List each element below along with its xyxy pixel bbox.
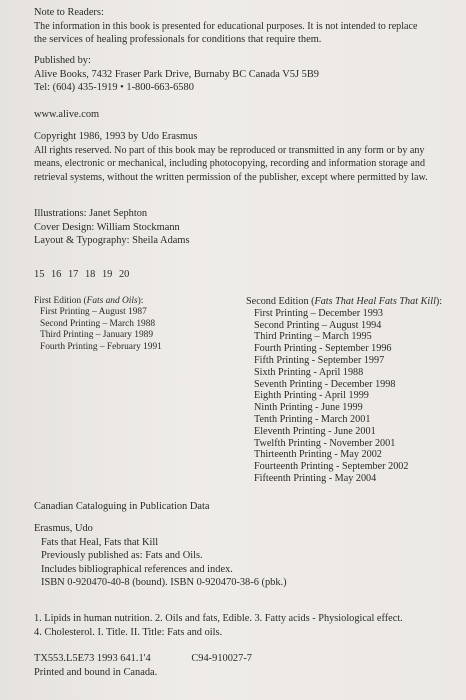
note-to-readers	[34, 6, 417, 47]
list-item: Thirteenth Printing - May 2002	[254, 449, 382, 461]
second-edition-column	[246, 296, 442, 485]
rights-line-2: means, electronic or mechanical, including photocopying, recording and information storage and	[34, 158, 426, 170]
list-item: Second Printing – August 1994	[254, 319, 382, 331]
list-item: Fifteenth Printing - May 2004	[254, 472, 377, 484]
credit-illustrations: Illustrations: Janet Sephton	[34, 208, 148, 219]
list-item: Sixth Printing - April 1988	[254, 366, 364, 378]
website: www.alive.com	[34, 109, 100, 120]
second-edition-heading: Second Edition (Fats That Heal Fats That Kill):	[246, 296, 443, 307]
list-item: Seventh Printing - December 1998	[254, 378, 396, 390]
list-item: Third Printing – March 1995	[254, 331, 372, 343]
printing-numbers: 15 16 17 18 19 20	[34, 269, 130, 280]
classification-line	[34, 652, 252, 666]
first-edition-column	[34, 296, 162, 353]
cataloguing-includes: Includes bibliographical references and index.	[41, 563, 233, 575]
cataloguing-title: Fats that Heal, Fats that Kill	[41, 536, 159, 548]
list-item: Third Printing – January 1989	[40, 330, 154, 341]
copyright-line: Copyright 1986, 1993 by Udo Erasmus	[34, 131, 198, 142]
subjects-block	[34, 612, 403, 639]
rights-line-1: All rights reserved. No part of this book may be reproduced or transmitted in any form or by any	[34, 144, 425, 156]
list-item: Fifth Printing - September 1997	[254, 354, 385, 366]
first-edition-heading: First Edition (Fats and Oils):	[34, 296, 144, 306]
list-item: Ninth Printing - June 1999	[254, 402, 363, 414]
publisher-address: Alive Books, 7432 Fraser Park Drive, Burnaby BC Canada V5J 5B9	[34, 68, 319, 80]
publisher-tel: Tel: (604) 435-1919 • 1-800-663-6580	[34, 82, 194, 94]
note-line-2: the services of healing professionals for conditions that require them.	[34, 34, 322, 46]
credits-block	[34, 207, 190, 248]
credit-layout: Layout & Typography: Sheila Adams	[34, 235, 190, 247]
classification: TX553.L5E73 1993 641.1'4	[34, 653, 151, 664]
list-item: Second Printing – March 1988	[40, 318, 156, 329]
credit-cover: Cover Design: William Stockmann	[34, 221, 180, 233]
cataloguing-prev: Previously published as: Fats and Oils.	[41, 550, 203, 562]
list-item: Tenth Printing - March 2001	[254, 413, 371, 425]
subjects-line-1: 1. Lipids in human nutrition. 2. Oils and fats, Edible. 3. Fatty acids - Physiological effect.	[34, 613, 403, 624]
cataloguing-heading: Canadian Cataloguing in Publication Data	[34, 501, 210, 512]
note-heading: Note to Readers:	[34, 7, 104, 18]
list-item: First Printing – December 1993	[254, 307, 384, 319]
copyright-block	[34, 130, 428, 184]
cataloguing-author: Erasmus, Udo	[34, 523, 93, 534]
subjects-line-2: 4. Cholesterol. I. Title. II. Title: Fats and oils.	[34, 626, 223, 638]
cataloguing-isbn: ISBN 0-920470-40-8 (bound). ISBN 0-920470-38-6 (pbk.)	[41, 577, 287, 589]
list-item: Fourteenth Printing - September 2002	[254, 461, 409, 473]
list-item: Twelfth Printing - November 2001	[254, 437, 396, 449]
list-item: First Printing – August 1987	[40, 307, 147, 318]
list-item: Eleventh Printing - June 2001	[254, 425, 376, 437]
rights-line-3: retrieval systems, without the written permission of the publisher, except where permitted by law.	[34, 171, 428, 183]
list-item: Fourth Printing – February 1991	[40, 341, 162, 352]
publisher-heading: Published by:	[34, 55, 91, 66]
printed-in: Printed and bound in Canada.	[34, 667, 158, 678]
cataloguing-block	[34, 522, 287, 590]
publisher-block	[34, 54, 319, 95]
note-line-1: The information in this book is presented for educational purposes. It is not intended to replace	[34, 20, 418, 32]
cip-number: C94-910027-7	[191, 653, 252, 664]
list-item: Eighth Printing - April 1999	[254, 390, 369, 402]
list-item: Fourth Printing - September 1996	[254, 343, 392, 355]
